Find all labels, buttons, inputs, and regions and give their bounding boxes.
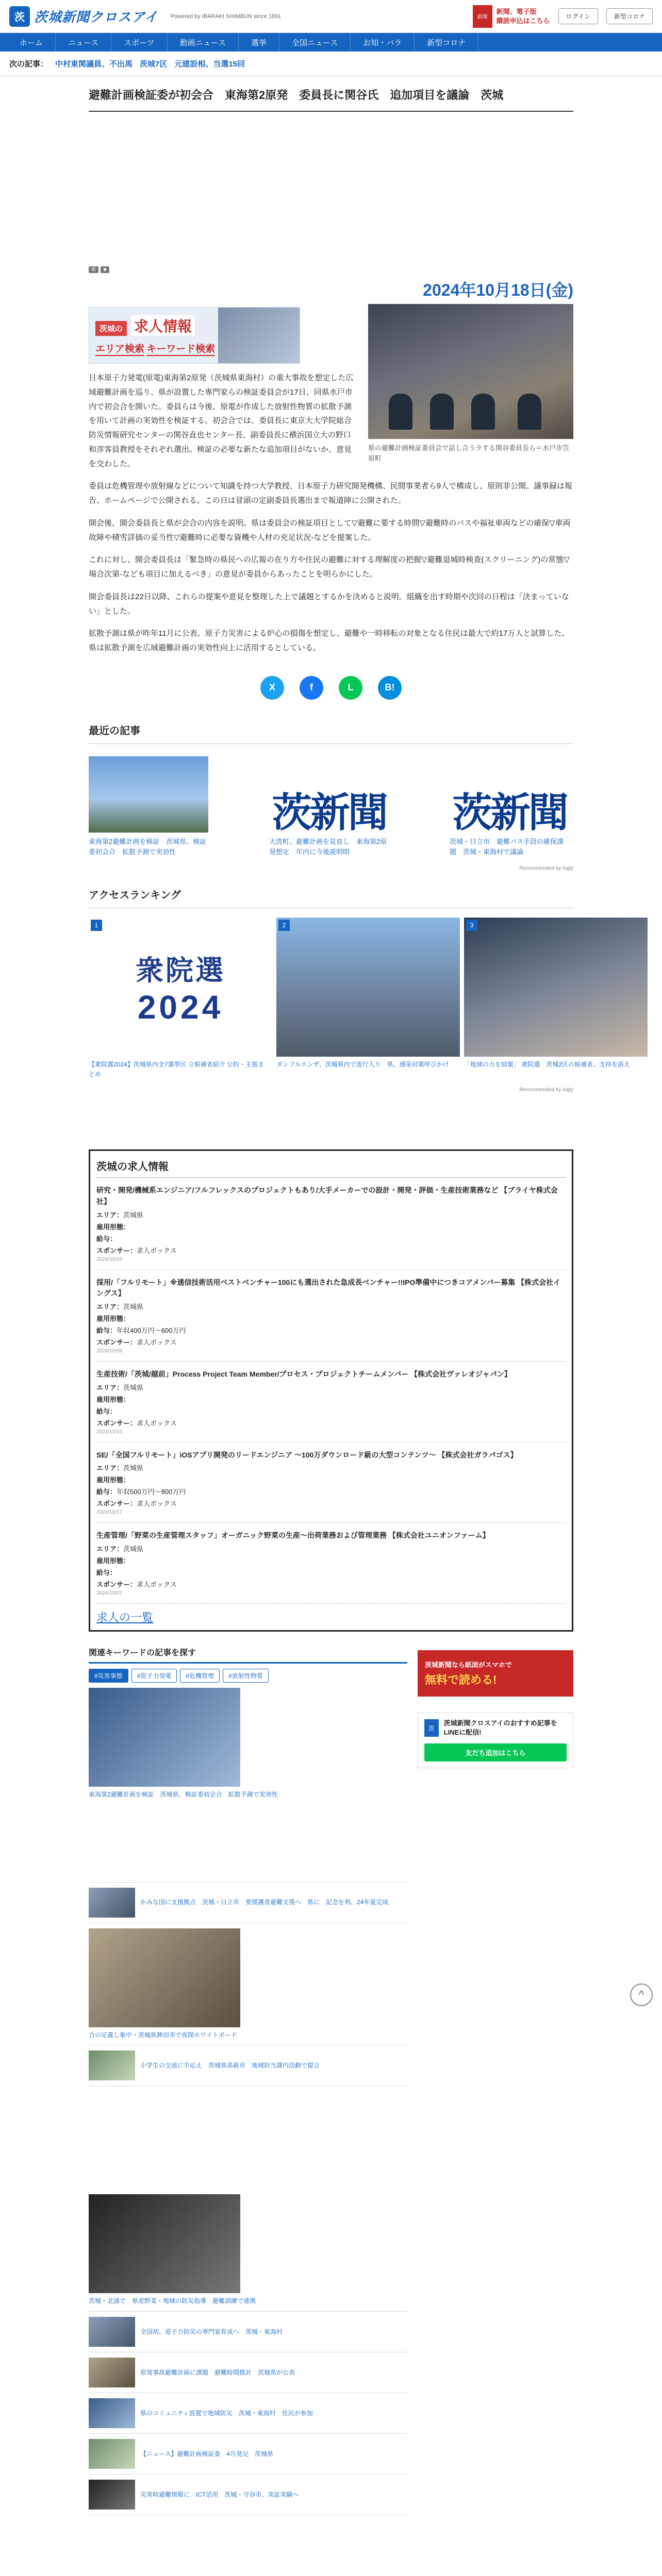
- recommended-by[interactable]: Recommended by logly: [519, 866, 573, 872]
- job-sponsor: [96, 1579, 566, 1589]
- ranking-list: [89, 918, 631, 1079]
- sidebar: [418, 1646, 573, 2515]
- newspaper-logo: 茨新聞: [271, 789, 386, 833]
- feed-title: 災害時避難情報に ICT活用 茨城・守谷市、実証実験へ: [140, 2490, 299, 2498]
- nav-home[interactable]: ホーム: [7, 33, 56, 52]
- label: スポンサー：: [96, 1500, 137, 1508]
- article-paragraph: 開会後、開会委員長と県が会合の内容を説明。県は委員会の検証項目として▽避難に要する時間▽避難時のバスや福祉車両などの確保▽車両故障や積雪詳価の妥当性▽避難時に必要な資機や人材の充足状況-などを提案した。: [89, 518, 571, 542]
- scroll-top-icon[interactable]: ^: [630, 1984, 653, 2006]
- line-promo-top: [424, 1719, 567, 1737]
- recent-image: [269, 756, 389, 833]
- facebook-share-icon[interactable]: f: [300, 676, 323, 700]
- job-banner-sub2: キーワード検索: [146, 341, 215, 356]
- label: エリア：: [96, 1211, 124, 1219]
- feed-title: 原発事故避難計画に課題 避難時間推計 茨城県が公表: [140, 2368, 295, 2376]
- lead-photo[interactable]: [368, 304, 573, 439]
- keyword-title: 関連キーワードの記事を探す: [89, 1646, 407, 1664]
- ranking-title: アクセスランキング: [89, 887, 573, 908]
- line-share-icon[interactable]: L: [339, 676, 362, 700]
- login-button[interactable]: ログイン: [558, 8, 598, 24]
- newspaper-icon: 新聞: [473, 5, 492, 28]
- job-date: 2024/10/16: [96, 1256, 123, 1262]
- label: エリア：: [96, 1545, 124, 1553]
- feed-image: [89, 1928, 240, 2027]
- recent-card[interactable]: [450, 756, 569, 857]
- feed-title: 全国初、原子力防災の専門家育成へ 茨城・東海村: [140, 2328, 283, 2335]
- job-type: [96, 1222, 566, 1231]
- jobs-list-link[interactable]: 求人の一覧: [96, 1611, 154, 1624]
- photo-figure: [430, 394, 454, 430]
- value: 求人ボックス: [137, 1419, 177, 1427]
- paper-promo-line2: 購読申込はこちら: [496, 16, 550, 25]
- value: 求人ボックス: [137, 1338, 177, 1346]
- feed-title: 東海第2避難計画を検証 茨城県、検証委初会合 拡散予測で実効性: [89, 1791, 278, 1799]
- feed-title: かみな国に支援拠点 茨城・日立市 要援護者避難支援へ 県に 記念を利、24年夏完成: [140, 1899, 389, 1906]
- paper-promo-line1: 新聞、電子版: [496, 7, 537, 15]
- line-promo: [418, 1712, 573, 1768]
- feed-title: 県のコミュニティ設置で地域防災 茨城・東海村 住民が参加: [140, 2409, 313, 2417]
- label: スポンサー：: [96, 1419, 137, 1427]
- value: 年収500万円〜800万円: [117, 1488, 186, 1496]
- logo-text: 茨城新聞クロスアイ: [34, 9, 158, 25]
- jobs-title: 茨城の求人情報: [96, 1158, 566, 1178]
- nav-national[interactable]: 全国ニュース: [279, 33, 351, 52]
- job-item[interactable]: [96, 1178, 566, 1269]
- feed-thumb: [89, 2398, 135, 2428]
- feed-title: 茨城・北浦で 県産野菜・地域の防災指導 避難訓練で連携: [89, 2297, 256, 2305]
- feed-item[interactable]: [89, 2352, 407, 2393]
- photo-figure: [518, 394, 541, 430]
- nav-covid[interactable]: 新型コロナ: [415, 33, 478, 52]
- value: 年収400万円〜600万円: [117, 1326, 186, 1334]
- job-salary: [96, 1233, 566, 1243]
- rank-number: 3: [466, 920, 477, 931]
- article-headline: 避難計画検証委が初会合 東海第2原発 委員長に関谷氏 追加項目を議論 茨城: [89, 87, 573, 112]
- feed-item[interactable]: [89, 2086, 407, 2312]
- newspaper-logo: 茨新聞: [452, 789, 567, 833]
- job-banner-sub: エリア検索: [95, 341, 144, 356]
- job-date: 2024/10/07: [96, 1590, 123, 1597]
- ranking-card-title: 「地域の力を結集」 衆院選 茨城2区の候補者、支持を訴え: [464, 1061, 631, 1069]
- job-area: [96, 1463, 566, 1472]
- article-paragraph: これに対し、開会委員長は「緊急時の県民への広報の在り方や住民の避難に対する理解度の把握▽避難退城時検査(スクリーニング)の常態▽場合次第-なども項目に加えるべき」の意見が委員からあったことを明らかにした。: [89, 555, 570, 579]
- feed-item[interactable]: [89, 1883, 407, 1923]
- label: エリア：: [96, 1302, 124, 1311]
- job-salary: [96, 1486, 566, 1496]
- ranking-image: [464, 918, 648, 1057]
- feed-image: [89, 1688, 240, 1787]
- label: エリア：: [96, 1464, 124, 1472]
- paper-promo-text: [496, 7, 550, 25]
- ticker-link[interactable]: 中村東関議員、不出馬: [55, 60, 133, 69]
- label: スポンサー：: [96, 1338, 137, 1346]
- election-line2: 2024: [137, 988, 224, 1026]
- keyword-section: [89, 1646, 407, 2515]
- article-date: 2024年10月18日(金): [423, 281, 573, 299]
- job-date: 2024/10/17: [96, 1510, 123, 1516]
- job-title: 生産技術/「茨城/越前」Process Project Team Member/プロセス・プロジェクトチームメンバー 【株式会社ヴァレオジャパン】: [96, 1369, 511, 1378]
- job-sponsor: [96, 1498, 566, 1508]
- article-paragraph: 拡散予測は県が昨年11月に公表。原子力災害による炉心の損傷を想定し、避難や一時移転の対象となる住民は最大で約17万人と試算した。県は拡散予測を広域避難計画の実効性向上に活用するとしている。: [89, 629, 570, 652]
- recent-list: [89, 756, 573, 857]
- ad-line1: 茨城新聞なら紙面がスマホで: [425, 1661, 512, 1669]
- ranking-card[interactable]: [89, 918, 272, 1079]
- label: 給与：: [96, 1569, 117, 1577]
- site-logo[interactable]: [9, 6, 158, 27]
- ad-line2: 無料で読める!: [425, 1673, 497, 1687]
- ticker-label: 次の記事：: [9, 60, 48, 69]
- global-nav: [0, 33, 662, 52]
- label: スポンサー：: [96, 1581, 137, 1589]
- lower-section: [89, 1646, 573, 2515]
- keyword-tag[interactable]: #災害事態: [89, 1669, 128, 1683]
- ranking-image: [89, 918, 272, 1057]
- line-add-friend-button[interactable]: 友だち追加はこちら: [424, 1743, 567, 1761]
- job-sponsor: [96, 1418, 566, 1428]
- job-salary: [96, 1567, 566, 1577]
- ranking-card-title: ダンフルエンザ、茨城県内で流行入り 県、感染対策呼びかけ: [276, 1061, 449, 1069]
- ranking-card-title: 【衆院選2024】茨城県内全7選挙区 立候補者紹介 公約・主張まとめ: [89, 1061, 264, 1078]
- job-item[interactable]: [96, 1362, 566, 1443]
- recommended-by[interactable]: Recommended by logly: [519, 1087, 573, 1093]
- feed-title: 小学生の交流に手応え 茨城県高萩市 地域担当課内活動で提言: [140, 2061, 320, 2069]
- recent-card-title: 大洗町、避難計画を見直し 東海第2原発想定 年内に今後説明明: [269, 837, 387, 856]
- ranking-image: [276, 918, 460, 1057]
- pill-tag: ■: [101, 266, 109, 273]
- value: 求人ボックス: [137, 1246, 177, 1255]
- article: [89, 87, 631, 2515]
- label: 給与：: [96, 1234, 117, 1243]
- job-area: [96, 1210, 566, 1219]
- job-salary: [96, 1325, 566, 1335]
- powered-by: Powered by IBARAKI SHIMBUN since 1891: [170, 13, 282, 20]
- job-sponsor: [96, 1245, 566, 1255]
- feed-title: 合の定義し集中・茨城県鉾田市で夜間ホワイトボード: [89, 2031, 237, 2039]
- recent-title: 最近の記事: [89, 722, 573, 744]
- header-right: [473, 5, 653, 28]
- ticker-link[interactable]: 茨城7区: [140, 60, 168, 69]
- ticker-link[interactable]: 元建設相、当選15回: [174, 60, 245, 69]
- recent-card[interactable]: [89, 756, 208, 857]
- feed-item[interactable]: [89, 2475, 407, 2515]
- value: 茨城県: [123, 1545, 144, 1553]
- hatena-share-icon[interactable]: B!: [378, 676, 402, 700]
- job-title: 研究・開発/機械系エンジニア/フルフレックスのプロジェクトもあり/大手メーカーでの設計・開発・評価・生産技術業務など 【ブライヤ株式会社】: [96, 1186, 558, 1206]
- feed-item[interactable]: [89, 2393, 407, 2434]
- job-type: [96, 1313, 566, 1323]
- job-date: 2024/10/16: [96, 1429, 123, 1435]
- rank-number: 2: [278, 920, 290, 931]
- lead-photo-block: [368, 304, 573, 471]
- recent-card-title: 東海第2避難計画を検証 茨城県、検証委初会合 拡散予測で実効性: [89, 837, 207, 856]
- job-type: [96, 1475, 566, 1484]
- label: 雇用形態：: [96, 1557, 130, 1565]
- value: 茨城県: [123, 1211, 144, 1219]
- job-area: [96, 1382, 566, 1392]
- photo-figure: [389, 394, 412, 430]
- label: 雇用形態：: [96, 1314, 130, 1323]
- feed-thumb: [89, 2439, 135, 2469]
- nav-sports[interactable]: スポーツ: [111, 33, 167, 52]
- article-paragraph: 日本原子力発電(原電)東海第2原発（茨城県東海村）の重大事故を想定した広域避難計画を巡り、県が設置した専門家らの検証委員会が17日、同県水戸市内で初会合を開いた。委員らは今後、原電が作成した放射性物質の拡散予測を用いて計画の実効性を検証する。初会合では、委員長に東京大大学院総合防災情報研究センターの関谷直也センター長、副委員長に横浜国立大の野口和彦客員教授をそれぞれ選出。検証の必要な新たな追加項目がないか、意見を交わした。: [89, 374, 354, 468]
- label: エリア：: [96, 1383, 124, 1392]
- value: 茨城県: [123, 1464, 144, 1472]
- job-area: [96, 1301, 566, 1311]
- recent-card[interactable]: [269, 756, 389, 857]
- line-promo-text: 茨城新聞クロスアイのおすすめ記事をLINEに配信!: [443, 1719, 557, 1737]
- job-item[interactable]: [96, 1270, 566, 1362]
- jobs-box: [89, 1149, 573, 1632]
- value: 茨城県: [123, 1383, 144, 1392]
- feed-item[interactable]: [89, 2434, 407, 2475]
- election-line1: 衆院選: [136, 955, 225, 986]
- value: 茨城県: [123, 1302, 144, 1311]
- job-area: [96, 1544, 566, 1553]
- ranking-card[interactable]: [464, 918, 648, 1079]
- job-sponsor: [96, 1337, 566, 1347]
- job-banner-chip: 茨城の: [95, 321, 127, 336]
- label: 給与：: [96, 1326, 117, 1334]
- label: 給与：: [96, 1407, 117, 1415]
- job-type: [96, 1394, 566, 1404]
- feed-title: 【ニュース】避難計画検証委 4月発足 茨城県: [140, 2450, 274, 2458]
- article-paragraph: 委員は危機管理や放射線などについて知識を持つ大学教授、日本原子力研究開発機構、民間事業者ら9人で構成し、原則非公開。議事録は報告、ホームページで公開される。この日は冒頭の定副委員長選出まで報道陣に公開された。: [89, 482, 573, 505]
- value: 求人ボックス: [137, 1581, 177, 1589]
- feed-thumb: [89, 2050, 135, 2080]
- value: 求人ボックス: [137, 1500, 177, 1508]
- share-pill[interactable]: [89, 266, 109, 273]
- next-article-ticker: [0, 52, 662, 76]
- keyword-tags: [89, 1669, 407, 1683]
- job-item[interactable]: [96, 1523, 566, 1604]
- job-title: 採用/「フルリモート」※通信技術活用ベストベンチャー100にも選出された急成長ベンチャー!!IPO準備中につきコアメンバー募集 【株式会社イングス】: [96, 1278, 561, 1298]
- feed-item[interactable]: [89, 1923, 407, 2046]
- photo-figure: [471, 394, 495, 430]
- rank-number: 1: [91, 920, 102, 931]
- feed-thumb: [89, 2480, 135, 2510]
- job-date: 2024/10/09: [96, 1348, 123, 1354]
- feed-thumb: [89, 2358, 135, 2387]
- label: 雇用形態：: [96, 1223, 130, 1231]
- covid-button[interactable]: 新型コロナ: [606, 8, 653, 24]
- x-share-icon[interactable]: X: [260, 676, 284, 700]
- job-salary: [96, 1406, 566, 1416]
- recent-image: [89, 756, 208, 833]
- keyword-tag[interactable]: #危機管理: [180, 1669, 220, 1683]
- logo-mark: 茨: [9, 6, 30, 27]
- job-banner-title: 求人情報: [131, 315, 195, 336]
- job-title: 生産管理/「野菜の生産管理スタッフ」オーガニック野菜の生産〜出荷業務および管理業務 【株式会社ユニオンファーム】: [96, 1531, 490, 1540]
- label: スポンサー：: [96, 1246, 137, 1255]
- label: 給与：: [96, 1488, 117, 1496]
- lead-text: [89, 304, 357, 471]
- nav-election[interactable]: 選挙: [239, 33, 279, 52]
- keyword-tag[interactable]: #放射性物質: [223, 1669, 269, 1683]
- job-item[interactable]: [96, 1443, 566, 1523]
- job-title: SE/「全国フルリモート」iOSアプリ開発のリードエンジニア 〜100万ダウンロード級の大型コンテンツ〜 【株式会社ガラパゴス】: [96, 1450, 518, 1459]
- label: 雇用形態：: [96, 1395, 130, 1403]
- article-paragraph: 開会委員長は22日以降、これらの提案や意見を整理した上で議題とするかを決めると説明。組織を出す時期や次回の日程は「決まっていない」とした。: [89, 592, 569, 616]
- feed-image: [89, 2194, 240, 2293]
- nav-info[interactable]: お知・バラ: [351, 33, 415, 52]
- keyword-tag[interactable]: #原子力発電: [131, 1669, 177, 1683]
- share-buttons: [89, 676, 573, 700]
- feed-item[interactable]: [89, 2045, 407, 2086]
- pill-tag: IE: [89, 266, 98, 273]
- nav-news[interactable]: ニュース: [56, 33, 111, 52]
- job-type: [96, 1555, 566, 1565]
- paper-subscribe-promo[interactable]: [473, 5, 550, 28]
- lead-section: [89, 304, 573, 471]
- ranking-card[interactable]: [276, 918, 460, 1079]
- photo-caption: 県の避難計画検証委員会で話し合うラする関谷委員長ら＝水戸市笠原町: [368, 444, 570, 462]
- feed-thumb: [89, 2317, 135, 2347]
- feed-thumb: [89, 1888, 135, 1918]
- recent-card-title: 茨城・日立市 避難バス手段の確保課題 茨城・東海村で議論: [450, 837, 564, 856]
- recent-image: [450, 756, 569, 833]
- site-logo-icon: 茨: [424, 1719, 439, 1737]
- label: 雇用形態：: [96, 1476, 130, 1484]
- feed-item[interactable]: [89, 1683, 407, 1883]
- site-header: [0, 0, 662, 33]
- digital-ad-banner[interactable]: [418, 1650, 573, 1697]
- feed-item[interactable]: [89, 2312, 407, 2352]
- nav-video[interactable]: 動画ニュース: [168, 33, 239, 52]
